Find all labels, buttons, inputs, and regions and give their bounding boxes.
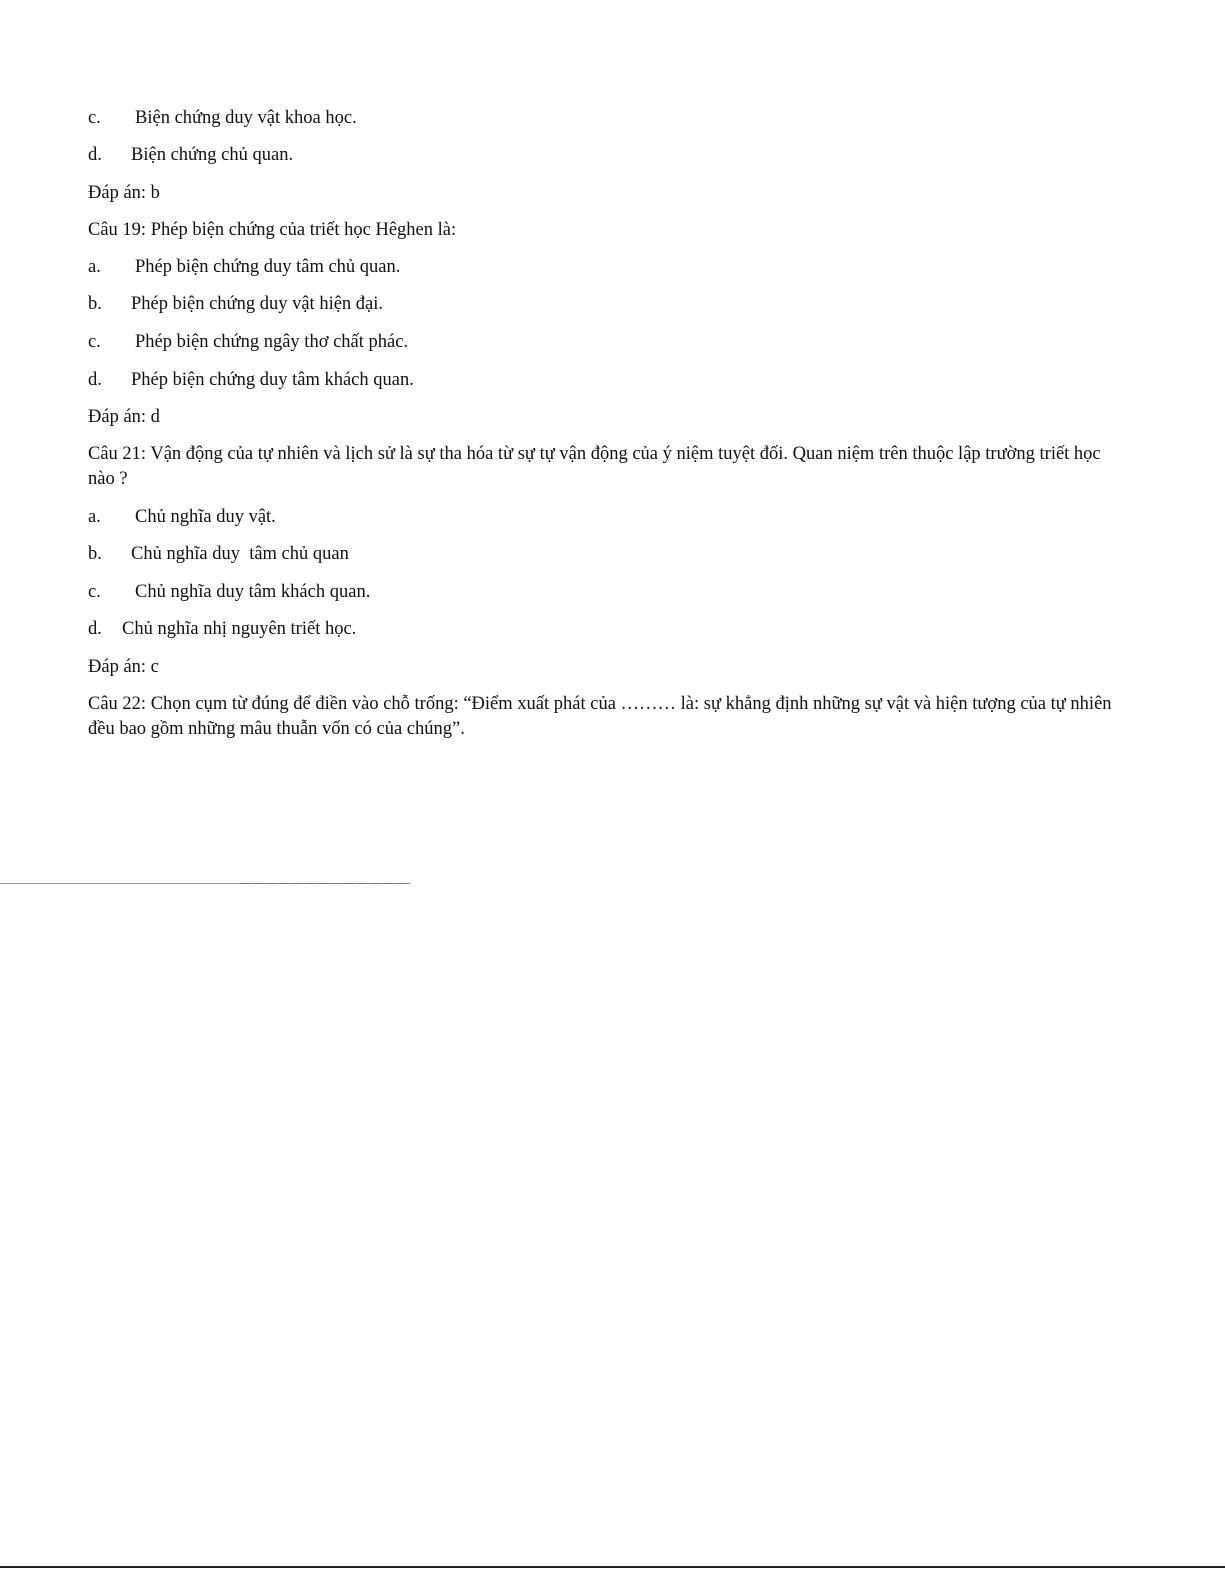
option-d [88, 143, 294, 168]
option-c [88, 580, 371, 605]
question-21: Câu 21: Vận động của tự nhiên và lịch sử là sự tha hóa từ sự tự vận động của ý niệm tuyệt đối. Quan niệm trên thuộc lập trường triết học nào ? [88, 444, 1101, 489]
option-letter: d. [88, 619, 102, 639]
page-bottom-border [0, 1566, 1225, 1568]
option-text: Phép biện chứng duy vật hiện đại. [131, 294, 384, 314]
option-text: Biện chứng chủ quan. [131, 145, 294, 165]
question-19: Câu 19: Phép biện chứng của triết học Hêghen là: [88, 220, 457, 240]
page-break-divider-dashed [240, 883, 410, 884]
option-b [88, 292, 384, 317]
option-letter: d. [88, 145, 102, 165]
option-text: Phép biện chứng duy tâm chủ quan. [135, 257, 401, 277]
option-letter: d. [88, 370, 102, 390]
option-d [88, 617, 357, 642]
option-letter: c. [88, 108, 101, 128]
option-c [88, 106, 357, 131]
option-text: Chủ nghĩa duy tâm khách quan. [135, 582, 371, 602]
option-letter: b. [88, 544, 102, 564]
option-letter: a. [88, 257, 101, 277]
option-a [88, 255, 401, 280]
option-b [88, 542, 349, 567]
option-text: Phép biện chứng ngây thơ chất phác. [135, 332, 409, 352]
option-text: Chủ nghĩa duy vật. [135, 507, 276, 527]
option-d [88, 368, 414, 393]
option-text: Biện chứng duy vật khoa học. [135, 108, 357, 128]
option-letter: c. [88, 332, 101, 352]
answer-line: Đáp án: c [88, 657, 159, 677]
question-22: Câu 22: Chọn cụm từ đúng để điền vào chỗ trống: “Điểm xuất phát của ……… là: sự khẳng định những sự vật và hiện tượng của tự nhiên đều bao gồm những mâu thuẫn vốn có của chúng”. [88, 694, 1112, 739]
option-text: Phép biện chứng duy tâm khách quan. [131, 370, 414, 390]
option-c [88, 330, 409, 355]
option-letter: b. [88, 294, 102, 314]
option-letter: a. [88, 507, 101, 527]
answer-line: Đáp án: b [88, 183, 160, 203]
option-text: Chủ nghĩa duy tâm chủ quan [131, 544, 349, 564]
answer-line: Đáp án: d [88, 407, 160, 427]
option-a [88, 505, 276, 530]
option-text: Chủ nghĩa nhị nguyên triết học. [122, 619, 357, 639]
option-letter: c. [88, 582, 101, 602]
